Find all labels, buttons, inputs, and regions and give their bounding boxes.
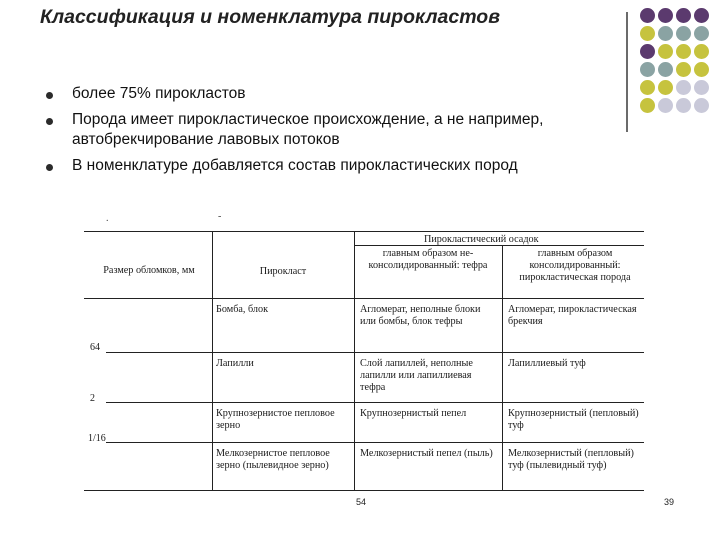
decorative-dot [694,80,709,95]
boundary-label-64: 64 [90,342,100,353]
row-3-pyroclast: Крупнозернистое пепловое зерно [216,408,335,431]
column-divider [354,231,355,490]
page-number-center: 54 [356,497,367,507]
column-header-tephra: главным образом не-консолидированный: тефра [368,248,488,271]
row-4-pyroclast: Мелкозернистое пепловое зерно (пылевидное зерно) [216,448,330,471]
decorative-dot [676,44,691,59]
boundary-rule-2 [106,402,644,403]
boundary-label-1-16: 1/16 [88,433,106,444]
page-number-right: 39 [664,497,675,507]
decorative-dot [694,8,709,23]
decorative-dot [658,8,673,23]
bullet-item [46,110,656,151]
boundary-label-2: 2 [90,393,95,404]
decorative-dot [658,44,673,59]
decorative-dot [676,8,691,23]
bullet-dot-icon [46,92,53,99]
decorative-dot [640,62,655,77]
group-header: Пирокластический осадок [424,234,539,245]
decorative-dot [640,44,655,59]
scan-mark: - [218,211,222,222]
boundary-rule-1-16 [106,442,644,443]
row-2-tephra: Слой лапиллей, неполные лапилли или лапиллиевая тефра [360,358,473,393]
decorative-dot [694,44,709,59]
row-2-rock: Лапиллиевый туф [508,358,586,369]
decorative-dot [694,26,709,41]
row-1-rock: Агломерат, пирокластическая брекчия [508,304,637,327]
scanned-classification-table [84,213,644,503]
column-divider [212,231,213,490]
bullet-text: В номенклатуре добавляется состав пирокластических пород [72,156,518,174]
row-2-pyroclast: Лапилли [216,358,254,369]
decorative-dot [676,62,691,77]
bullet-list [46,84,656,181]
decorative-dot [640,8,655,23]
column-header-pyroclast: Пирокласт [259,266,307,277]
column-header-rock: главным образом консолидированный: пирокластическая порода [519,248,631,283]
slide-title: Классификация и номенклатура пирокластов [40,6,500,28]
row-4-tephra: Мелкозернистый пепел (пыль) [360,448,493,459]
decorative-dot [694,62,709,77]
row-1-tephra: Агломерат, неполные блоки или бомбы, блок тефры [360,304,481,327]
decorative-dot [676,98,691,113]
decorative-dot [658,26,673,41]
column-divider [502,245,503,490]
boundary-rule-64 [106,352,644,353]
row-3-tephra: Крупнозернистый пепел [360,408,467,419]
decorative-dot [658,80,673,95]
decorative-dot [694,98,709,113]
bullet-text: Порода имеет пирокластическое происхождение, а не например, автобрекчирование лавовых потоков [72,110,544,148]
header-bottom-rule [84,298,644,299]
decorative-dot [640,26,655,41]
bullet-dot-icon [46,118,53,125]
table-top-rule [84,231,644,232]
bullet-item [46,156,656,177]
column-header-size: Размер обломков, мм [103,265,195,276]
bullet-item [46,84,656,105]
row-4-rock: Мелкозернистый (пепловый) туф (пылевидный туф) [508,448,634,471]
decorative-dot [658,62,673,77]
bullet-dot-icon [46,164,53,171]
table-bottom-rule [84,490,644,491]
row-1-pyroclast: Бомба, блок [216,304,269,315]
decorative-dot [676,26,691,41]
decorative-dot [658,98,673,113]
row-3-rock: Крупнозернистый (пепловый) туф [508,408,639,431]
decorative-dot [676,80,691,95]
bullet-text: более 75% пирокластов [72,85,246,102]
scan-mark: . [106,213,109,224]
